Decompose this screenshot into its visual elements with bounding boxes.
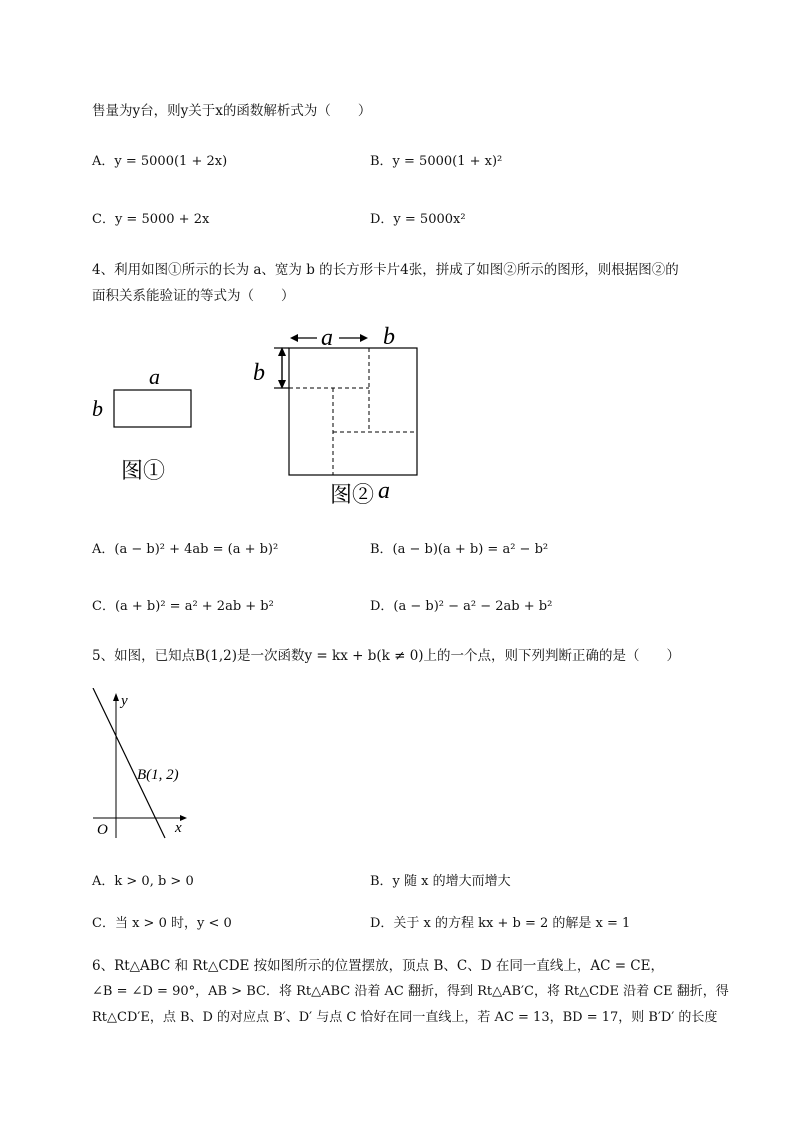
q5-x-label: x [175,820,182,836]
q5-graph [85,688,205,843]
fig1-caption: 图① [121,458,166,483]
q3-option-b: B．y = 5000(1 + x)² [370,154,503,169]
q3-option-c: C．y = 5000 + 2x [92,212,210,227]
q5-y-label: y [121,693,128,709]
fig2-label-b-left: b [253,360,265,386]
q4-option-d: D．(a − b)² − a² − 2ab + b² [370,599,553,614]
q4-stem-line2: 面积关系能验证的等式为（ ） [92,288,295,304]
q6-line2: ∠B = ∠D = 90°，AB > BC．将 Rt△ABC 沿着 AC 翻折，得到 Rt△AB′C，将 Rt△CDE 沿着 CE 翻折，得 [92,984,729,999]
q5-point-b-label: B(1, 2) [137,767,179,783]
fig2-dashed-divisions [289,348,417,475]
q5-origin-label: O [97,822,108,838]
q5-function-line [93,688,165,838]
q3-option-d: D．y = 5000x² [370,212,466,227]
q5-option-c: C．当 x > 0 时，y < 0 [92,916,232,931]
fig2-label-b-top: b [383,324,395,350]
q4-figure-2 [245,318,445,513]
q6-line1: 6、Rt△ABC 和 Rt△CDE 按如图所示的位置摆放，顶点 B、C、D 在同一直线上，AC = CE， [92,958,664,974]
fig2-label-a-bottom: a [378,478,390,504]
q4-stem-line1: 4、利用如图①所示的长为 a、宽为 b 的长方形卡片4张，拼成了如图②所示的图形，则根据图②的 [92,262,679,278]
fig2-outer-square [289,348,417,475]
q3-option-a: A．y = 5000(1 + 2x) [92,154,228,169]
q4-option-c: C．(a + b)² = a² + 2ab + b² [92,599,274,614]
q4-figure-1 [85,360,215,490]
q5-option-b: B．y 随 x 的增大而增大 [370,874,511,889]
q4-option-b: B．(a − b)(a + b) = a² − b² [370,542,549,557]
fig1-label-b: b [92,396,103,421]
q4-option-a: A．(a − b)² + 4ab = (a + b)² [92,542,279,557]
fig1-rectangle [114,390,191,427]
fig1-label-a: a [149,364,160,389]
q6-line3: Rt△CD′E，点 B、D 的对应点 B′、D′ 与点 C 恰好在同一直线上，若 AC = 13，BD = 17，则 B′D′ 的长度 [92,1010,718,1025]
q5-option-a: A．k > 0, b > 0 [92,874,194,889]
q5-stem: 5、如图，已知点B(1,2)是一次函数y = kx + b(k ≠ 0)上的一个点，则下列判断正确的是（ ） [92,648,681,664]
q3-stem: 售量为y台，则y关于x的函数解析式为（ ） [92,103,372,119]
fig2-label-a-top: a [321,325,333,351]
q5-option-d: D．关于 x 的方程 kx + b = 2 的解是 x = 1 [370,916,631,931]
fig2-caption: 图② [330,482,375,507]
